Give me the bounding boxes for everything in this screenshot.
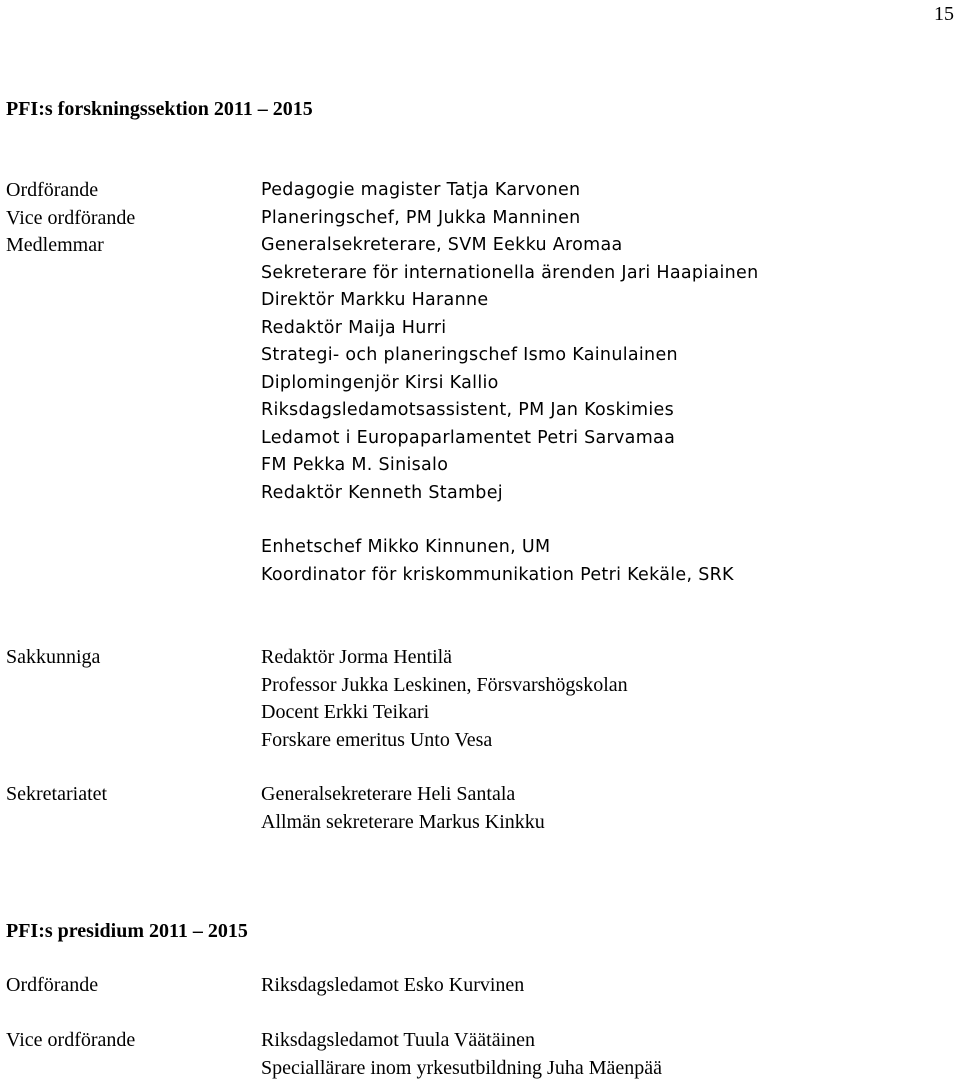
secretariat-item: Allmän sekreterare Markus Kinkku xyxy=(261,810,545,833)
presidium-vice-item: Speciallärare inom yrkesutbildning Juha Mäenpää xyxy=(261,1056,662,1079)
member-item: Diplomingenjör Kirsi Kallio xyxy=(261,372,499,393)
presidium-chair-label-col xyxy=(6,972,98,1000)
secretariat-list xyxy=(261,781,545,836)
expert-item: Professor Jukka Leskinen, Försvarshögskolan xyxy=(261,673,628,696)
member-item: Ledamot i Europaparlamentet Petri Sarvamaa xyxy=(261,427,676,448)
presidium-vice-list xyxy=(261,1027,662,1082)
expert-item: Redaktör Jorma Hentilä xyxy=(261,646,453,668)
member-item: Redaktör Maija Hurri xyxy=(261,317,447,338)
member-item: Riksdagsledamotsassistent, PM Jan Koskimies xyxy=(261,400,675,420)
section-heading-presidium: PFI:s presidium 2011 – 2015 xyxy=(6,920,248,942)
member-item: Planeringschef, PM Jukka Manninen xyxy=(261,207,581,228)
role-labels xyxy=(6,177,135,260)
expert-item: Docent Erkki Teikari xyxy=(261,701,430,723)
presidium-chair-name: Riksdagsledamot Esko Kurvinen xyxy=(261,974,525,996)
member-item: Strategi- och planeringschef Ismo Kainulainen xyxy=(261,345,678,365)
page-number: 15 xyxy=(934,3,954,25)
member-list xyxy=(261,177,759,507)
secretariat-item: Generalsekreterare Heli Santala xyxy=(261,783,516,805)
section-heading-forskningssektion: PFI:s forskningssektion 2011 – 2015 xyxy=(6,98,313,120)
secretariat-label: Sekretariatet xyxy=(6,783,108,805)
role-label-vice-chair: Vice ordförande xyxy=(6,206,136,229)
member-item: Redaktör Kenneth Stambej xyxy=(261,482,503,503)
expert-item: Forskare emeritus Unto Vesa xyxy=(261,728,493,751)
member-item: Generalsekreterare, SVM Eekku Aromaa xyxy=(261,235,623,255)
extra-member-list xyxy=(261,534,734,589)
experts-label: Sakkunniga xyxy=(6,646,101,668)
role-label-chair: Ordförande xyxy=(6,179,99,201)
extra-member-item: Koordinator för kriskommunikation Petri Kekäle, SRK xyxy=(261,564,734,585)
role-label-members: Medlemmar xyxy=(6,234,104,256)
presidium-chair-value-col xyxy=(261,972,524,1000)
secretariat-label-col xyxy=(6,781,107,809)
member-item: FM Pekka M. Sinisalo xyxy=(261,455,449,475)
member-item: Pedagogie magister Tatja Karvonen xyxy=(261,180,581,200)
presidium-vice-label-col xyxy=(6,1027,135,1055)
member-item: Direktör Markku Haranne xyxy=(261,290,489,310)
extra-member-item: Enhetschef Mikko Kinnunen, UM xyxy=(261,537,551,557)
presidium-vice-label: Vice ordförande xyxy=(6,1029,136,1051)
member-item: Sekreterare för internationella ärenden Jari Haapiainen xyxy=(261,262,759,283)
experts-label-col xyxy=(6,644,100,672)
presidium-vice-item: Riksdagsledamot Tuula Väätäinen xyxy=(261,1029,536,1051)
experts-list xyxy=(261,644,628,754)
presidium-chair-label: Ordförande xyxy=(6,974,99,996)
